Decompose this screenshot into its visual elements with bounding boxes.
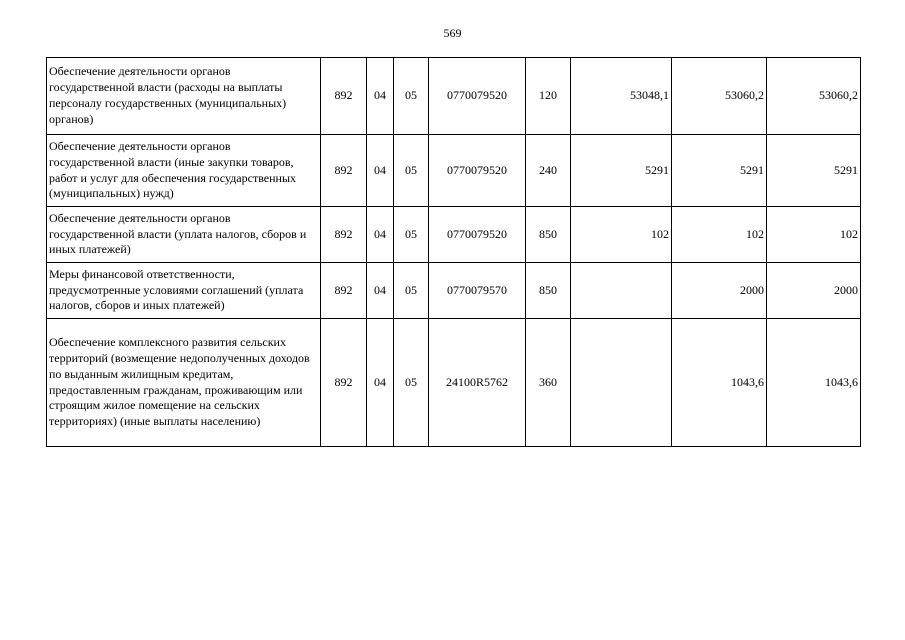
row-target-article: 0770079570 xyxy=(429,263,526,319)
table-row xyxy=(47,319,861,447)
row-amount-1 xyxy=(571,263,672,319)
row-target-article: 0770079520 xyxy=(429,58,526,135)
row-expense-type: 360 xyxy=(526,319,571,447)
row-section: 04 xyxy=(367,135,394,207)
row-amount-3: 1043,6 xyxy=(767,319,861,447)
table-row xyxy=(47,58,861,135)
row-expense-type: 240 xyxy=(526,135,571,207)
page-number: 569 xyxy=(443,26,462,40)
row-section: 04 xyxy=(367,58,394,135)
row-amount-3: 2000 xyxy=(767,263,861,319)
row-grbs: 892 xyxy=(321,135,367,207)
table-row xyxy=(47,263,861,319)
row-amount-2: 102 xyxy=(672,207,767,263)
row-grbs: 892 xyxy=(321,263,367,319)
row-target-article: 24100R5762 xyxy=(429,319,526,447)
budget-table xyxy=(46,57,861,447)
row-section: 04 xyxy=(367,319,394,447)
row-name: Обеспечение деятельности органов государственной власти (расходы на выплаты персоналу государственных (муниципальных) органов) xyxy=(47,58,321,135)
row-grbs: 892 xyxy=(321,207,367,263)
row-subsection: 05 xyxy=(394,263,429,319)
row-section: 04 xyxy=(367,207,394,263)
row-amount-1: 102 xyxy=(571,207,672,263)
row-amount-3: 102 xyxy=(767,207,861,263)
row-grbs: 892 xyxy=(321,319,367,447)
row-amount-2: 53060,2 xyxy=(672,58,767,135)
row-subsection: 05 xyxy=(394,135,429,207)
row-amount-2: 2000 xyxy=(672,263,767,319)
row-target-article: 0770079520 xyxy=(429,207,526,263)
row-target-article: 0770079520 xyxy=(429,135,526,207)
row-amount-1 xyxy=(571,319,672,447)
row-subsection: 05 xyxy=(394,207,429,263)
row-amount-2: 1043,6 xyxy=(672,319,767,447)
row-subsection: 05 xyxy=(394,319,429,447)
table-row xyxy=(47,135,861,207)
row-name: Обеспечение деятельности органов государственной власти (уплата налогов, сборов и иных платежей) xyxy=(47,207,321,263)
table-row xyxy=(47,207,861,263)
row-name: Обеспечение комплексного развития сельских территорий (возмещение недополученных доходов по выданным жилищным кредитам, предоставленным гражданам, проживающим или строящим жилое помещение на сельских территориях) (иные выплаты населению) xyxy=(47,319,321,447)
row-amount-3: 5291 xyxy=(767,135,861,207)
row-name: Обеспечение деятельности органов государственной власти (иные закупки товаров, работ и услуг для обеспечения государственных (муниципальных) нужд) xyxy=(47,135,321,207)
row-amount-3: 53060,2 xyxy=(767,58,861,135)
row-expense-type: 850 xyxy=(526,207,571,263)
row-amount-1: 5291 xyxy=(571,135,672,207)
row-amount-1: 53048,1 xyxy=(571,58,672,135)
row-name: Меры финансовой ответственности, предусмотренные условиями соглашений (уплата налогов, сборов и иных платежей) xyxy=(47,263,321,319)
row-section: 04 xyxy=(367,263,394,319)
row-subsection: 05 xyxy=(394,58,429,135)
row-expense-type: 120 xyxy=(526,58,571,135)
row-grbs: 892 xyxy=(321,58,367,135)
row-expense-type: 850 xyxy=(526,263,571,319)
row-amount-2: 5291 xyxy=(672,135,767,207)
